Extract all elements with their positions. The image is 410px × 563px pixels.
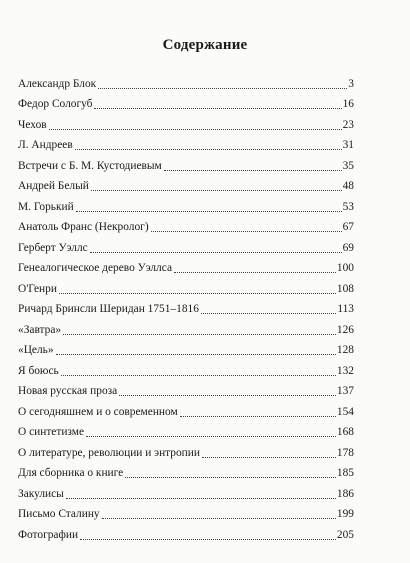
toc-entry — [18, 111, 354, 132]
toc-entry — [18, 480, 354, 501]
toc-entry-title: Александр Блок — [18, 77, 97, 90]
dot-leader — [102, 518, 336, 519]
toc-entry-page-number: 132 — [336, 364, 354, 377]
page-title: Содержание — [162, 37, 248, 53]
dot-leader — [201, 313, 336, 314]
toc-entry — [18, 193, 354, 214]
dot-leader — [151, 231, 342, 232]
toc-entry-page-number: 113 — [337, 303, 354, 315]
toc-entry-title: «Цель» — [18, 344, 54, 356]
toc-entry-page-number: 128 — [336, 344, 354, 356]
toc-entry-title: Федор Сологуб — [18, 98, 93, 110]
toc-entry — [18, 91, 354, 112]
toc-entry-title: Анатоль Франс (Некролог) — [18, 221, 149, 233]
toc-entry — [18, 132, 354, 153]
toc-entry-title: Для сборника о книге — [18, 467, 124, 479]
dot-leader — [66, 498, 336, 499]
toc-entry-title: О синтетизме — [18, 426, 85, 438]
toc-entry-page-number: 35 — [342, 159, 354, 172]
toc-entry — [18, 501, 354, 522]
toc-entry-page-number: 53 — [342, 200, 354, 213]
dot-leader — [180, 416, 336, 417]
dot-leader — [76, 211, 342, 212]
toc-entry-page-number: 168 — [336, 426, 354, 438]
table-of-contents — [18, 70, 354, 542]
toc-entry-page-number: 31 — [342, 139, 354, 151]
toc-entry-title: О'Генри — [18, 282, 57, 295]
toc-entry — [18, 337, 354, 358]
toc-entry — [18, 173, 354, 194]
toc-entry — [18, 152, 354, 173]
toc-entry — [18, 275, 354, 296]
toc-entry — [18, 316, 354, 337]
toc-entry-title: Новая русская проза — [18, 385, 118, 397]
toc-entry-title: Герберт Уэллс — [18, 241, 88, 254]
toc-entry-page-number: 154 — [336, 405, 354, 418]
dot-leader — [90, 252, 342, 253]
toc-entry-page-number: 108 — [336, 282, 354, 295]
toc-entry-title: «Завтра» — [18, 323, 62, 336]
toc-entry-page-number: 126 — [336, 323, 354, 336]
toc-entry-page-number: 3 — [348, 77, 354, 90]
toc-entry-page-number: 186 — [336, 487, 354, 500]
toc-entry-page-number: 16 — [342, 98, 354, 110]
toc-entry-title: Генеалогическое дерево Уэллса — [18, 262, 172, 274]
toc-entry-title: Письмо Сталину — [18, 508, 100, 520]
dot-leader — [94, 108, 341, 109]
toc-entry-title: О литературе, революции и энтропии — [18, 446, 200, 459]
toc-entry — [18, 460, 354, 481]
toc-entry-page-number: 199 — [336, 508, 354, 520]
toc-entry — [18, 439, 354, 460]
toc-entry-title: Встречи с Б. М. Кустодиевым — [18, 159, 162, 172]
dot-leader — [98, 88, 347, 89]
toc-entry-title: Фотографии — [18, 528, 79, 541]
dot-leader — [59, 293, 336, 294]
toc-entry — [18, 378, 354, 399]
toc-entry-page-number: 23 — [342, 118, 354, 131]
toc-entry — [18, 70, 354, 91]
toc-entry — [18, 398, 354, 419]
toc-entry — [18, 296, 354, 317]
toc-entry — [18, 255, 354, 276]
toc-entry — [18, 357, 354, 378]
dot-leader — [86, 436, 336, 437]
dot-leader — [63, 334, 336, 335]
toc-entry — [18, 214, 354, 235]
dot-leader — [80, 539, 336, 540]
toc-entry-title: Ричард Бринсли Шеридан 1751–1816 — [18, 303, 199, 315]
dot-leader — [56, 354, 336, 355]
dot-leader — [174, 272, 336, 273]
toc-entry-title: М. Горький — [18, 200, 74, 213]
toc-entry — [18, 521, 354, 542]
dot-leader — [49, 129, 342, 130]
toc-entry-title: Я боюсь — [18, 364, 59, 377]
toc-entry-page-number: 67 — [342, 221, 354, 233]
toc-entry — [18, 234, 354, 255]
toc-entry-page-number: 48 — [342, 180, 354, 192]
toc-entry-page-number: 137 — [336, 385, 354, 397]
toc-entry-page-number: 205 — [336, 528, 354, 541]
toc-entry-page-number: 100 — [336, 262, 354, 274]
toc-entry-title: Андрей Белый — [18, 180, 89, 192]
dot-leader — [75, 149, 342, 150]
toc-entry — [18, 419, 354, 440]
toc-entry-title: О сегодняшнем и о современном — [18, 405, 178, 418]
toc-entry-page-number: 178 — [336, 446, 354, 459]
dot-leader — [202, 457, 336, 458]
dot-leader — [91, 190, 342, 191]
toc-entry-page-number: 185 — [336, 467, 354, 479]
toc-entry-title: Закулисы — [18, 487, 64, 500]
toc-entry-page-number: 69 — [342, 241, 354, 254]
dot-leader — [164, 170, 342, 171]
dot-leader — [119, 395, 336, 396]
dot-leader — [61, 375, 336, 376]
toc-entry-title: Л. Андреев — [18, 139, 73, 151]
dot-leader — [125, 477, 336, 478]
toc-entry-title: Чехов — [18, 118, 47, 131]
